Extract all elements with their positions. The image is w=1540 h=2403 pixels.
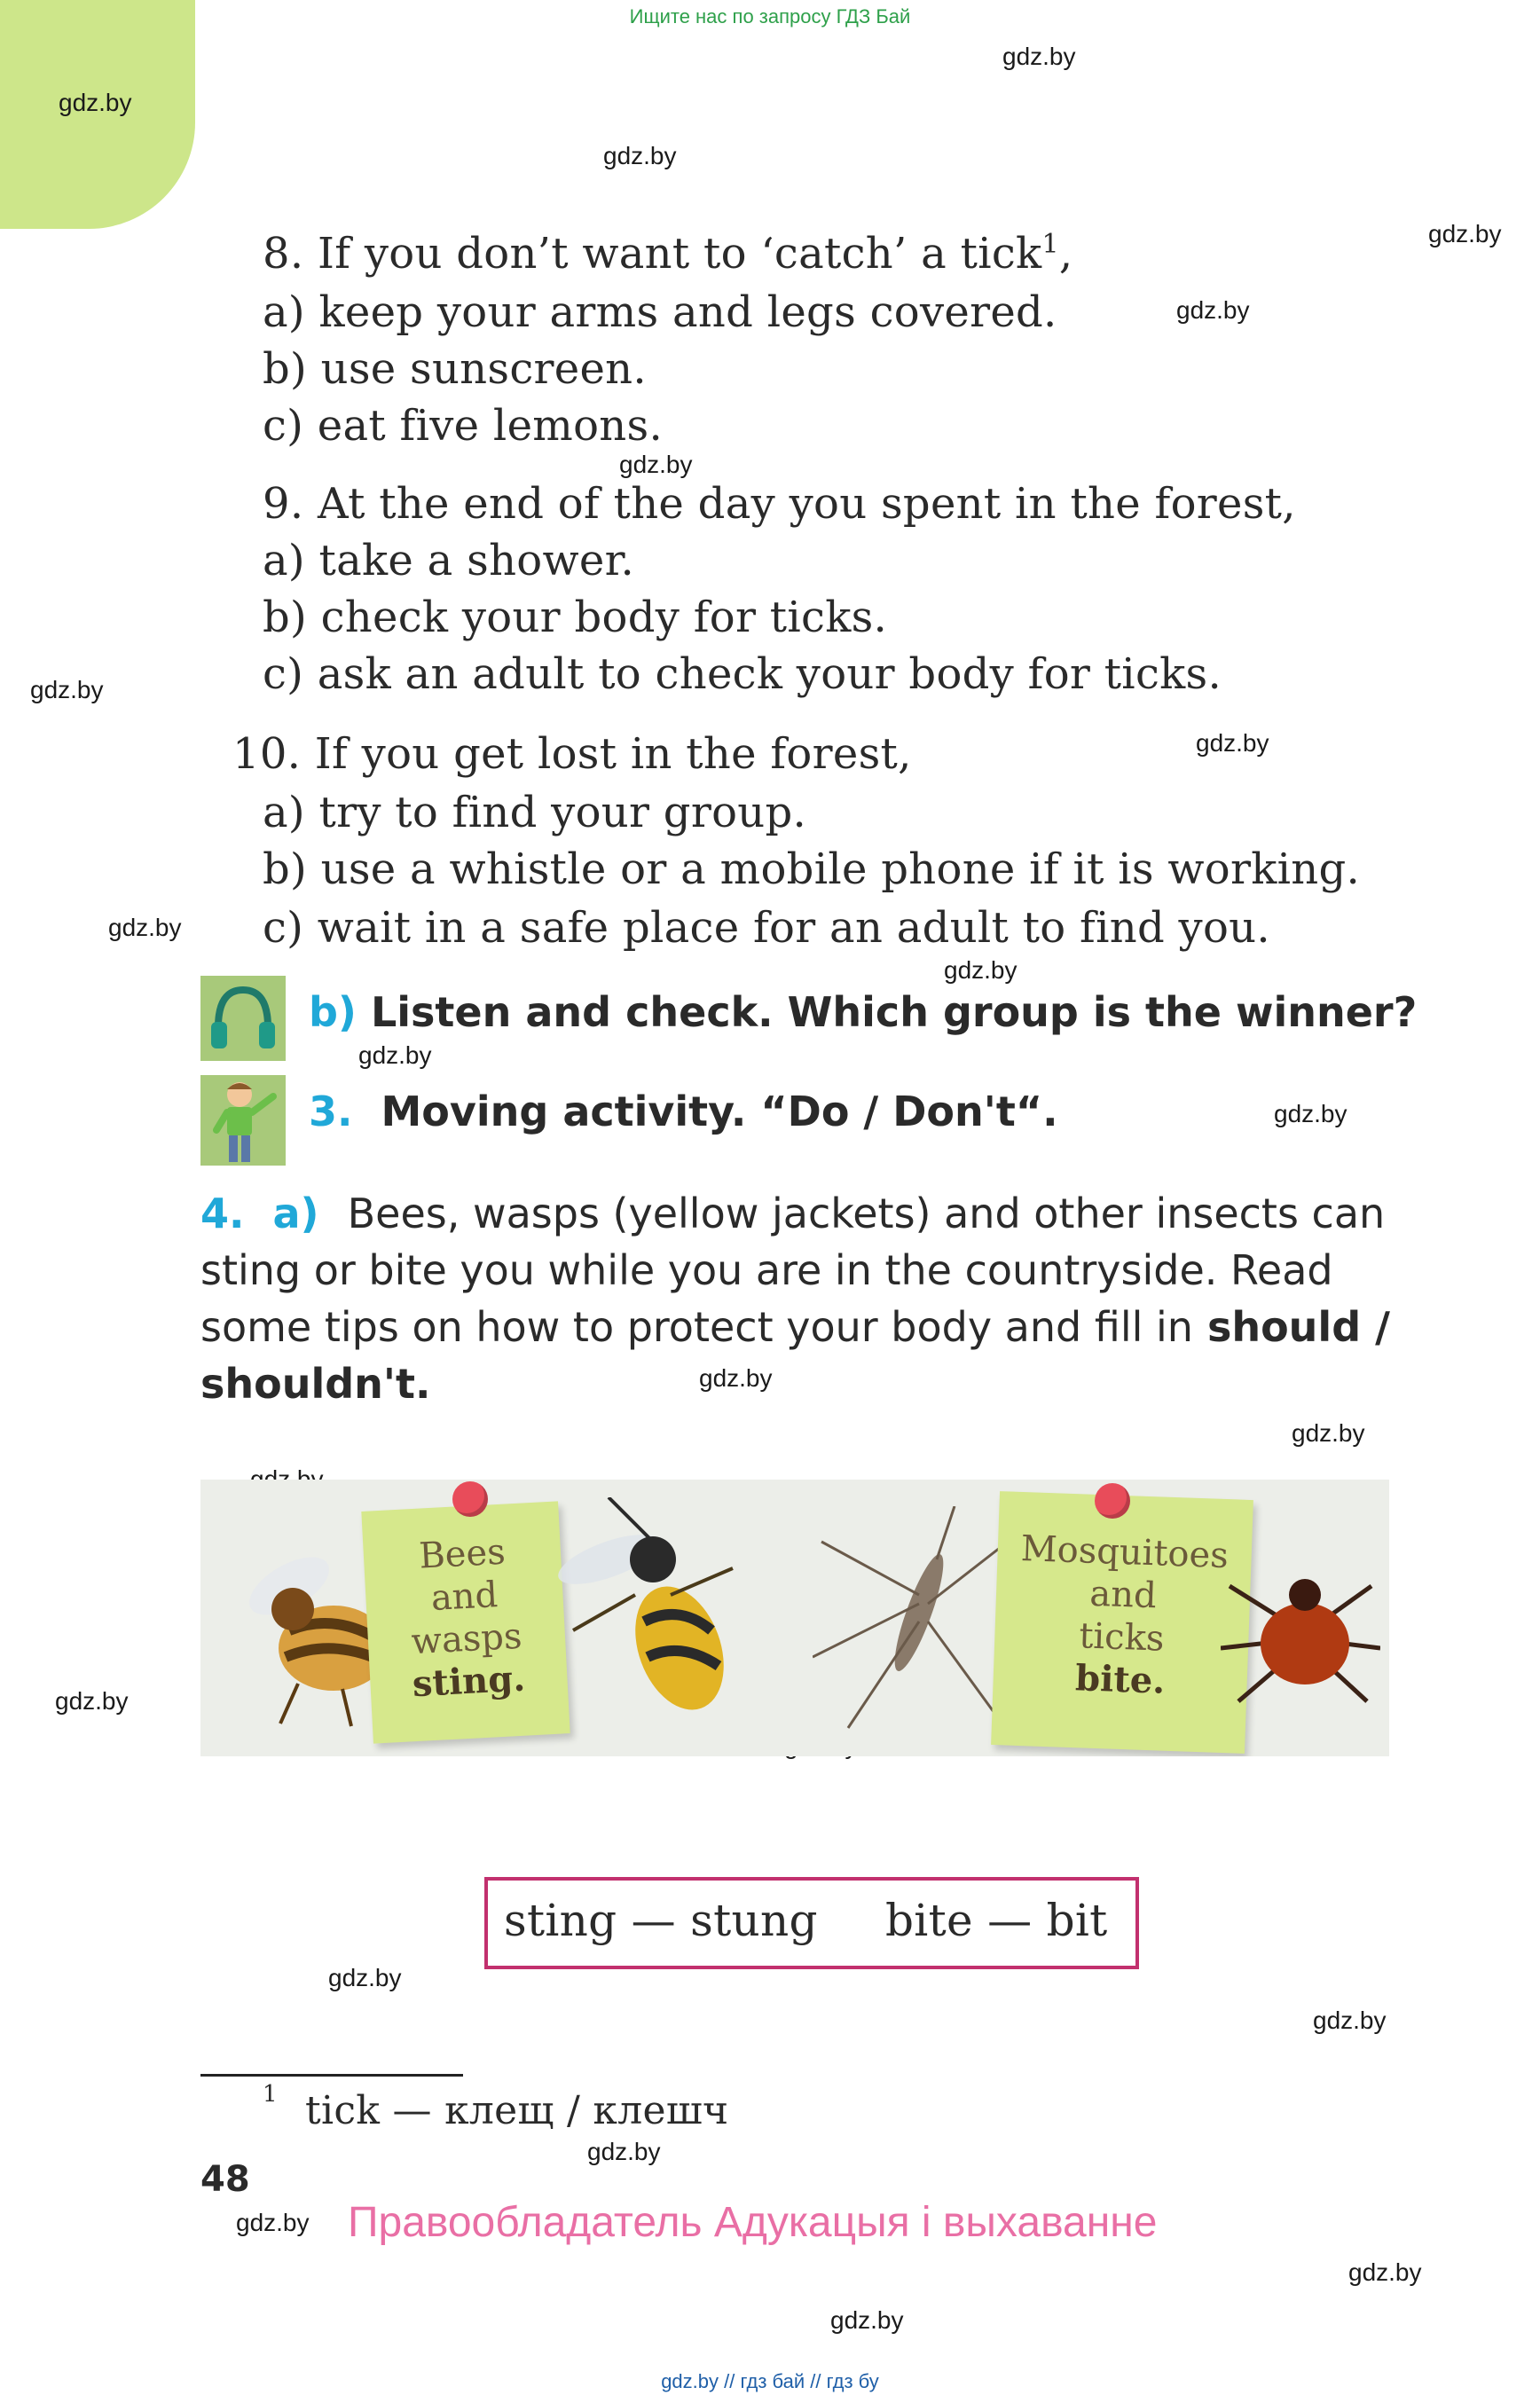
question-10-stem: 10. If you get lost in the forest, [232, 729, 912, 779]
watermark: gdz.by [358, 1041, 432, 1069]
top-search-banner[interactable]: Ищите нас по запросу ГДЗ Бай [629, 5, 911, 27]
question-10-option-c: c) wait in a safe place for an adult to find you. [263, 903, 1270, 953]
question-8-option-b: b) use sunscreen. [263, 344, 647, 394]
watermark: gdz.by [59, 89, 132, 116]
watermark: gdz.by [1292, 1419, 1365, 1447]
question-10-option-a: a) try to find your group. [263, 788, 807, 837]
verb-bite: bite — bit [885, 1895, 1108, 1946]
question-8-stem: 8. If you don’t want to ‘catch’ a tick$^1$, [263, 229, 1073, 279]
watermark: gdz.by [236, 2209, 310, 2236]
verb-forms-box [484, 1877, 1139, 1969]
watermark: gdz.by [830, 2306, 904, 2334]
pin-icon [452, 1481, 488, 1517]
sticky-note-mosquitoes: Mosquitoes and ticks bite. [991, 1491, 1253, 1754]
question-10-option-b: b) use a whistle or a mobile phone if it is working. [263, 844, 1361, 894]
headphones-icon [200, 976, 286, 1061]
pin-icon [1095, 1483, 1130, 1519]
copyright-notice: Правообладатель Адукацыя і выхаванне [348, 2199, 1158, 2246]
task-b-heading: b) Listen and check. Which group is the winner? [309, 988, 1418, 1036]
question-9-stem: 9. At the end of the day you spent in the forest, [263, 479, 1296, 529]
watermark: gdz.by [1313, 2006, 1387, 2034]
sticky-note-bees: Bees and wasps sting. [361, 1501, 570, 1743]
task-4-instructions: 4. a) Bees, wasps (yellow jackets) and other insects can sting or bite you while you are in the countryside. Read some tips on how to protect your body and fill in should / shouldn't. [200, 1190, 1390, 1408]
footnote-text: tick — клещ / клешч [305, 2088, 729, 2133]
watermark: gdz.by [30, 676, 104, 703]
question-9-option-a: a) take a shower. [263, 536, 635, 585]
watermark: gdz.by [944, 956, 1018, 984]
watermark: gdz.by [1196, 729, 1269, 757]
question-9-option-b: b) check your body for ticks. [263, 593, 888, 642]
boy-icon [200, 1075, 286, 1166]
watermark: gdz.by [603, 142, 677, 169]
question-9-option-c: c) ask an adult to check your body for ticks. [263, 649, 1222, 699]
watermark: gdz.by [328, 1964, 402, 1991]
footnote-divider [200, 2074, 463, 2077]
wasp-icon [555, 1497, 759, 1737]
watermark: gdz.by [1274, 1100, 1348, 1127]
question-8-option-a: a) keep your arms and legs covered. [263, 287, 1057, 337]
watermark: gdz.by [619, 451, 693, 478]
watermark: gdz.by [587, 2138, 661, 2165]
verb-sting: sting — stung [504, 1895, 818, 1946]
watermark: gdz.by [1348, 2258, 1422, 2286]
watermark: gdz.by [1002, 43, 1076, 70]
watermark: gdz.by [55, 1687, 129, 1715]
page-number: 48 [200, 2159, 250, 2200]
task-3-heading: 3. Moving activity. “Do / Don't“. [309, 1088, 1058, 1135]
question-8-option-c: c) eat five lemons. [263, 401, 664, 451]
tick-icon [1221, 1559, 1380, 1710]
watermark: gdz.by [108, 914, 182, 941]
watermark: gdz.by [1428, 220, 1502, 247]
footnote-ref: 1 [1041, 229, 1059, 260]
footer-links[interactable]: gdz.by // гдз бай // гдз бу [661, 2370, 879, 2392]
watermark: gdz.by [1176, 296, 1250, 324]
mosquito-icon [813, 1506, 1017, 1737]
footnote-number: 1 [263, 2081, 278, 2108]
insects-banner [200, 1480, 1389, 1756]
watermark: gdz.by [699, 1364, 773, 1392]
